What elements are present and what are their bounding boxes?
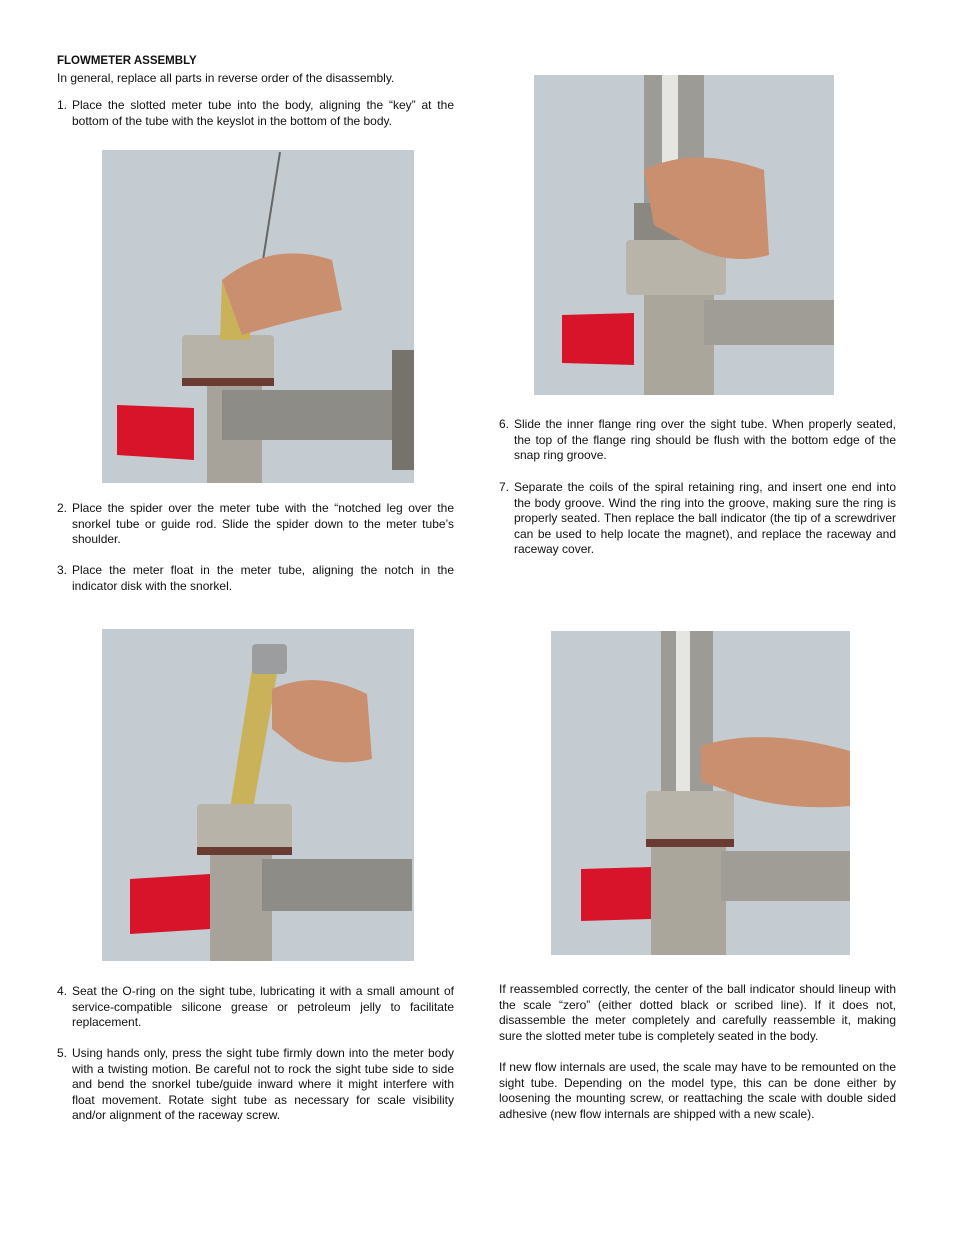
step-text: Using hands only, press the sight tube firmly down into the meter body with a twisting motion. Be careful not to rock the sight tube side to side and bend the snorkel tube/guide inward where it might interfere with float movement. Rotate sight tube as necessary for scale visibility and/or alignment of the raceway screw. [72, 1046, 454, 1123]
step-number: 6. [499, 417, 510, 431]
step-2 [57, 501, 454, 548]
step-6 [499, 417, 896, 464]
step-7 [499, 480, 896, 558]
step-text: Separate the coils of the spiral retaining ring, and insert one end into the body groove. Wind the ring into the groove, making sure the ring is properly seated. Then replace the ball indicator (the tip of a screwdriver can be used to help locate the magnet), and replace the raceway and raceway cover. [514, 480, 896, 557]
step-number: 2. [57, 501, 68, 515]
step-number: 3. [57, 563, 68, 577]
photo-float-insertion [102, 629, 414, 961]
step-text: Seat the O-ring on the sight tube, lubricating it with a small amount of service-compatible silicone grease or petroleum jelly to facilitate replacement. [72, 984, 454, 1030]
step-number: 5. [57, 1046, 68, 1060]
step-text: Place the slotted meter tube into the body, aligning the “key” at the bottom of the tube with the keyslot in the bottom of the body. [72, 98, 454, 128]
step-1 [57, 98, 454, 129]
step-text: Slide the inner flange ring over the sight tube. When properly seated, the top of the flange ring should be flush with the bottom edge of the snap ring groove. [514, 417, 896, 463]
step-number: 1. [57, 98, 68, 112]
note-new-internals: If new flow internals are used, the scale may have to be remounted on the sight tube. Depending on the model type, this can be done either by loosening the mounting screw, or reattaching the scale with double sided adhesive (new flow internals are shipped with a new scale). [499, 1060, 896, 1121]
step-number: 4. [57, 984, 68, 998]
step-3 [57, 563, 454, 594]
intro-text: In general, replace all parts in reverse order of the disassembly. [57, 71, 395, 85]
photo-meter-tube-insertion [102, 150, 414, 483]
step-text: Place the meter float in the meter tube, aligning the notch in the indicator disk with the snorkel. [72, 563, 454, 593]
step-number: 7. [499, 480, 510, 494]
section-heading: FLOWMETER ASSEMBLY [57, 55, 197, 67]
step-text: Place the spider over the meter tube with the “notched leg over the snorkel tube or guide rod. Slide the spider down to the meter tube’s shoulder. [72, 501, 454, 547]
photo-sight-tube-twist [534, 75, 834, 395]
step-5 [57, 1046, 454, 1124]
photo-flange-ring [551, 631, 850, 955]
step-4 [57, 984, 454, 1031]
note-reassembly-check: If reassembled correctly, the center of the ball indicator should lineup with the scale “zero” (either dotted black or scribed line). If it does not, disassemble the meter completely and carefully reassemble it, making sure the slotted meter tube is completely seated in the body. [499, 982, 896, 1043]
